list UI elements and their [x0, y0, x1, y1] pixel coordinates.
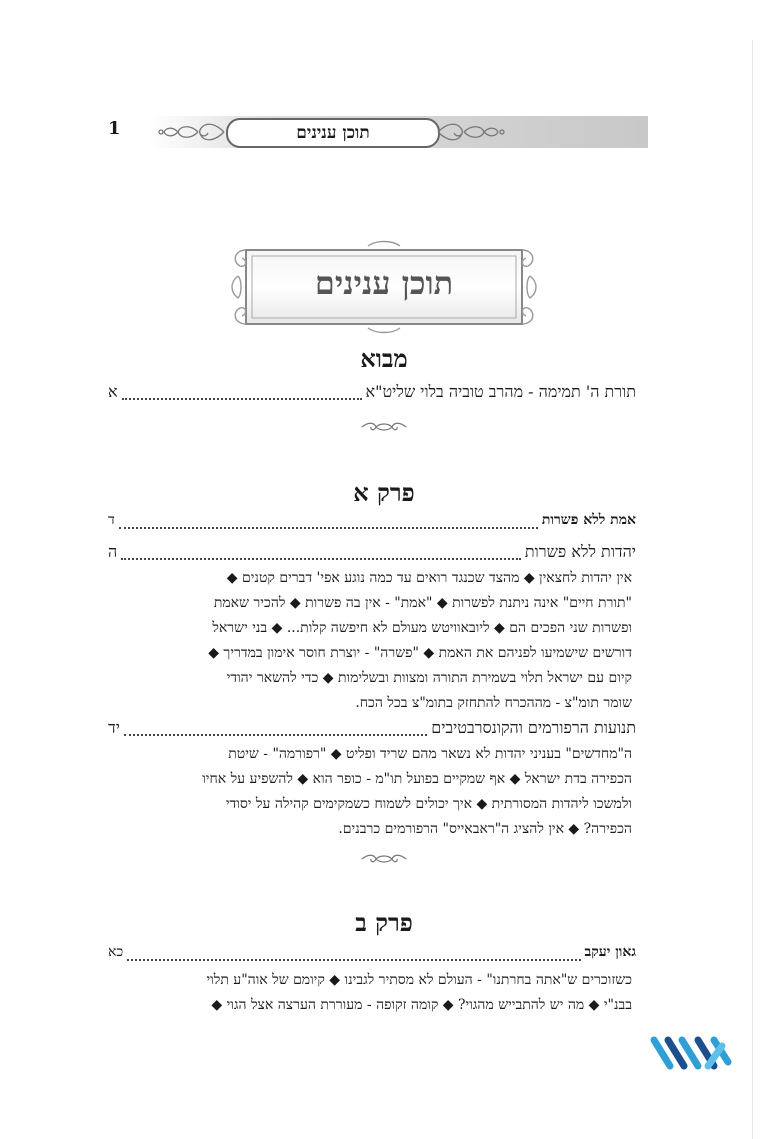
toc-section-chapter-2[interactable]: [108, 944, 636, 961]
page-number: 1: [108, 118, 121, 139]
toc-entry-label: תנועות הרפורמים והקונסרבטיבים: [431, 718, 636, 737]
header-ornament-right-icon: [436, 118, 506, 146]
flourish-divider-icon: [360, 420, 408, 434]
page-edge-line: [752, 40, 753, 1139]
toc-entry-page: ה: [108, 542, 118, 561]
running-header: [108, 112, 648, 152]
toc-entry-1[interactable]: [108, 542, 636, 562]
toc-entry-label: יהדות ללא פשרות: [524, 542, 636, 561]
chapter-1-title: פרק א: [353, 478, 415, 507]
description-line: דורשים שישמיעו לפניהם את האמת ◆ "פשרה" - יוצרת חוסר אימון במדריך ◆: [208, 645, 632, 661]
leader-dots: [127, 955, 580, 961]
chapter-2-title: פרק ב: [355, 908, 413, 937]
description-line: בבנ"י ◆ מה יש להתבייש מהגוי? ◆ קומה זקופה - מעוררת הערצה אצל הגוי ◆: [211, 997, 632, 1013]
toc-section-chapter-1[interactable]: [108, 512, 636, 529]
publisher-logo-icon: [648, 1030, 734, 1076]
leader-dots: [122, 394, 362, 400]
toc-entry-page: א: [108, 382, 118, 401]
description-line: שומר תומ"צ - מההכרח להתחזק בתומ"צ בכל הכח.: [355, 695, 632, 711]
description-line: הכפירה? ◆ אין להציג ה"ראבאייס" הרפורמים כרבנים.: [338, 821, 632, 837]
toc-entry-1-description: [108, 566, 632, 716]
leader-dots: [124, 730, 427, 736]
description-line: אין יהדות לחצאין ◆ מהצד שכנגד רואים עד כמה נוגע אפי' דברים קטנים ◆: [226, 570, 632, 586]
flourish-divider-icon: [360, 852, 408, 866]
intro-title: מבוא: [360, 344, 408, 373]
description-line: "תורת חיים" אינה ניתנת לפשרות ◆ "אמת" - אין בה פשרות ◆ להכיר שאמת: [213, 595, 632, 611]
description-line: ה"מחדשים" בעניני יהדות לא נשאר מהם שריד ופליט ◆ "רפורמה" - שיטת: [228, 746, 632, 762]
toc-section-label: גאון יעקב: [584, 944, 636, 960]
description-line: הכפירה בדת ישראל ◆ אף שמקיים בפועל תו"מ - כופר הוא ◆ להשפיע על אחיו: [202, 771, 632, 787]
header-ornament-left-icon: [158, 118, 226, 146]
toc-entry-intro[interactable]: [108, 382, 636, 402]
description-line: ופשרות שני הפכים הם ◆ ליובאוויטש מעולם לא חיפשה קלות... ◆ בני ישראל: [212, 620, 632, 636]
toc-entry-label: תורת ה' תמימה - מהרב טוביה בלוי שליט"א: [365, 382, 636, 401]
toc-section-2-description: [108, 968, 632, 1018]
toc-section-page: כא: [108, 944, 124, 960]
header-title: תוכן ענינים: [226, 118, 440, 148]
toc-section-label: אמת ללא פשרות: [541, 512, 636, 528]
toc-entry-page: יד: [108, 718, 120, 737]
description-line: קיום עם ישראל תלוי בשמירת התורה ומצוות ובשלימות ◆ כדי להשאר יהודי: [226, 670, 632, 686]
toc-section-page: ד: [108, 512, 115, 528]
leader-dots: [121, 554, 521, 560]
description-line: ולמשכו ליהדות המסורתית ◆ איך יכולים לשמוח כשמקימים קהילה על יסודי: [225, 796, 632, 812]
leader-dots: [119, 523, 538, 529]
title-plaque: [228, 240, 540, 334]
description-line: כשזוכרים ש"אתה בחרתנו" - העולם לא מסתיר לגבינו ◆ קיומם של אוה"ע תלוי: [206, 972, 632, 988]
plaque-title: תוכן ענינים: [314, 264, 454, 302]
toc-entry-2[interactable]: [108, 718, 636, 738]
toc-entry-2-description: [108, 742, 632, 842]
